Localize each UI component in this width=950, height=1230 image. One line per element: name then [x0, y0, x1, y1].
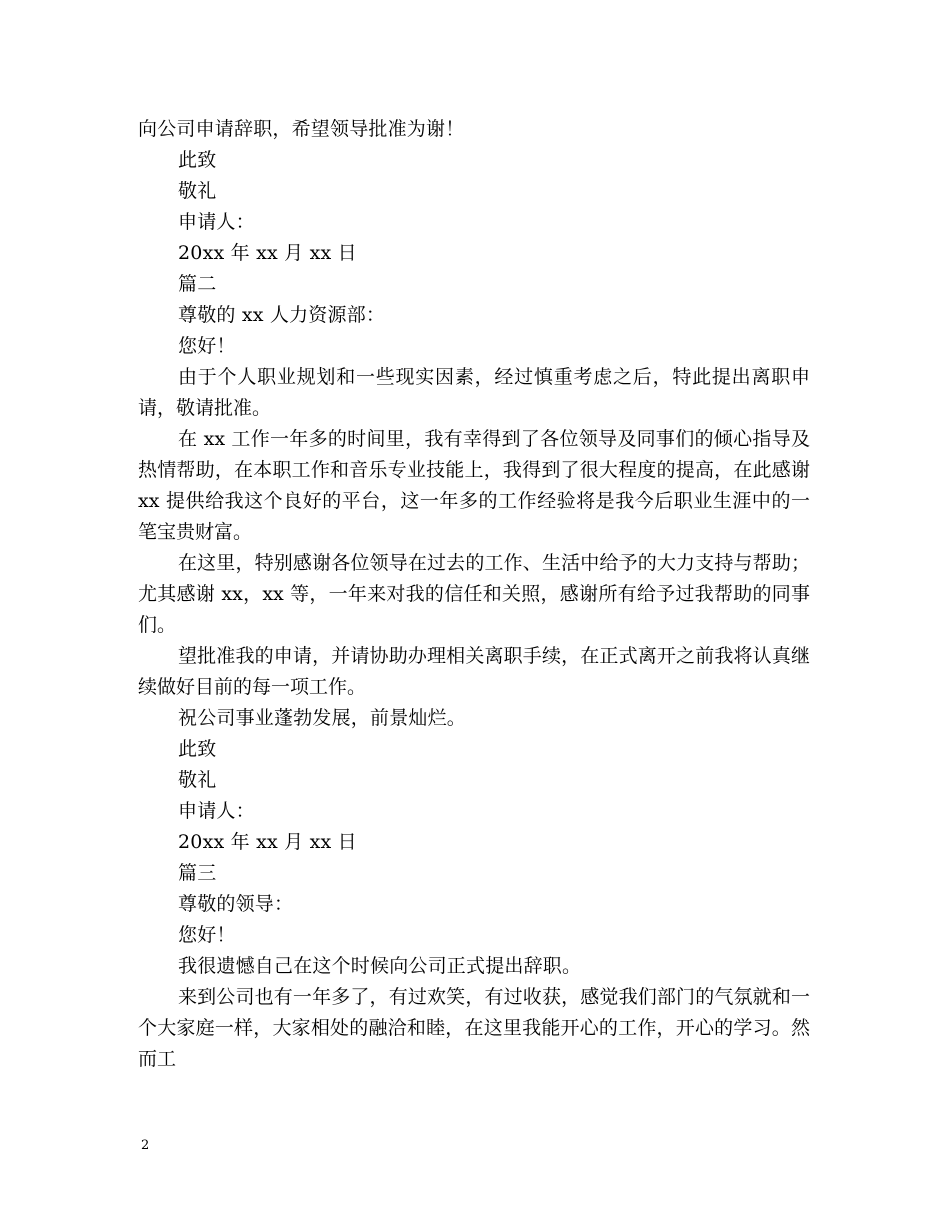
- document-body: [138, 114, 810, 1075]
- applicant-label-2: 申请人：: [178, 800, 255, 822]
- paragraph-reason: 由于个人职业规划和一些现实因素，经过慎重考虑之后，特此提出离职申请，敬请批准。: [138, 366, 810, 419]
- section-heading-2: 篇二: [178, 273, 217, 295]
- paragraph-request: 望批准我的申请，并请协助办理相关离职手续，在正式离开之前我将认真继续做好目前的每一项工作。: [138, 645, 810, 698]
- addressee-3: 尊敬的领导：: [178, 893, 294, 915]
- applicant-label-1: 申请人：: [178, 211, 255, 233]
- regret-line: 我很遗憾自己在这个时候向公司正式提出辞职。: [178, 955, 582, 977]
- page-number: 2: [141, 1138, 150, 1153]
- salutation-jingli-1: 敬礼: [178, 180, 217, 202]
- addressee-2: 尊敬的 xx 人力资源部：: [178, 304, 386, 326]
- wish-line: 祝公司事业蓬勃发展，前景灿烂。: [178, 707, 467, 729]
- paragraph-experience: 来到公司也有一年多了，有过欢笑，有过收获，感觉我们部门的气氛就和一个大家庭一样，大家相处的融洽和睦，在这里我能开心的工作，开心的学习。然而工: [138, 986, 810, 1070]
- greeting-2: 您好！: [178, 335, 236, 357]
- salutation-cizhi-2: 此致: [178, 738, 217, 760]
- closing-sentence-1: 向公司申请辞职，希望领导批准为谢！: [138, 118, 465, 140]
- paragraph-thanks: 在这里，特别感谢各位领导在过去的工作、生活中给予的大力支持与帮助；尤其感谢 xx，xx 等，一年来对我的信任和关照，感谢所有给予过我帮助的同事们。: [138, 552, 810, 636]
- section-heading-3: 篇三: [178, 862, 217, 884]
- paragraph-gratitude: 在 xx 工作一年多的时间里，我有幸得到了各位领导及同事们的倾心指导及热情帮助，在本职工作和音乐专业技能上，我得到了很大程度的提高，在此感谢 xx 提供给我这个良好的平台，这一年多的工作经验将是我今后职业生涯中的一笔宝贵财富。: [138, 428, 810, 543]
- salutation-jingli-2: 敬礼: [178, 769, 217, 791]
- greeting-3: 您好！: [178, 924, 236, 946]
- date-line-1: 20xx 年 xx 月 xx 日: [178, 242, 357, 264]
- date-line-2: 20xx 年 xx 月 xx 日: [178, 831, 357, 853]
- salutation-cizhi-1: 此致: [178, 149, 217, 171]
